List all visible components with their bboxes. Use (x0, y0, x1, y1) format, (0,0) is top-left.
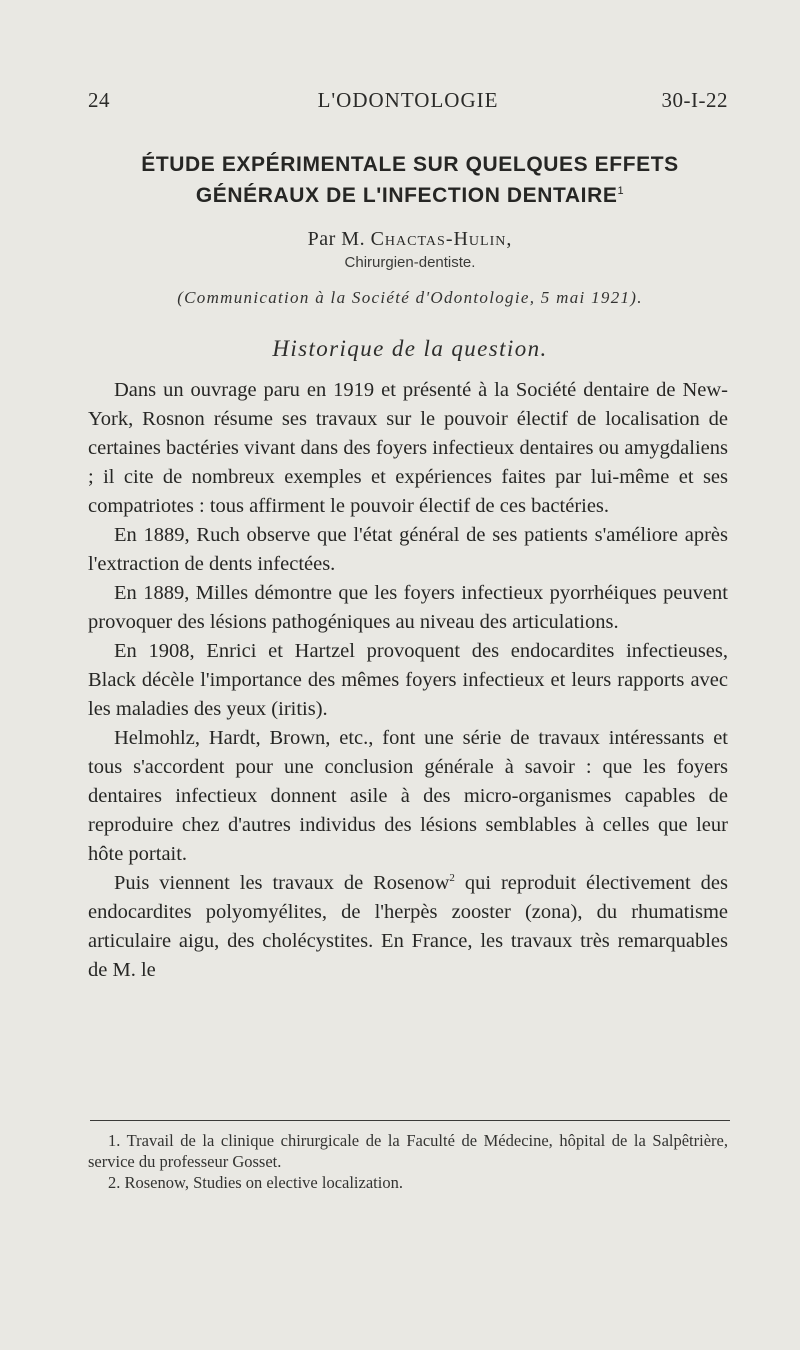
author-name: Chactas-Hulin, (370, 228, 513, 250)
title-line-1: ÉTUDE EXPÉRIMENTALE SUR QUELQUES EFFETS (141, 153, 679, 176)
footnote-2: 2. Rosenow, Studies on elective localization. (108, 1173, 403, 1192)
section-heading: Historique de la question. (272, 336, 548, 361)
paragraph: Dans un ouvrage paru en 1919 et présenté à la Société dentaire de New-York, Rosnon résume ses travaux sur le pouvoir électif de localisation de certaines bactéries vivant dans des foyers infectieux dentaires ou amygdaliens ; il cite de nombreux exemples et expériences faites par lui-même et ses compatriotes : tous affirment le pouvoir électif de ces bactéries. (88, 379, 728, 517)
running-header (88, 88, 728, 116)
title-line-2-text: GÉNÉRAUX DE L'INFECTION DENTAIRE (195, 184, 618, 207)
byline (90, 228, 730, 251)
paragraph: Helmohlz, Hardt, Brown, etc., font une série de travaux intéressants et tous s'accordent pour une conclusion générale à savoir : que les foyers dentaires infectieux donnent asile à des micro-organismes capables de reproduire chez d'autres individus des lésions semblables à celles que leur hôte portait. (88, 727, 728, 865)
paragraph: En 1908, Enrici et Hartzel provoquent des endocardites infectieuses, Black décèle l'importance des mêmes foyers infectieux et leurs rapports avec les maladies des yeux (iritis). (88, 640, 728, 720)
author-role: Chirurgien-dentiste. (344, 254, 476, 271)
footnote-1: 1. Travail de la clinique chirurgicale de la Faculté de Médecine, hôpital de la Salpêtrière, service du professeur Gosset. (88, 1131, 728, 1171)
title-footnote-mark: 1 (617, 185, 625, 197)
issue-date: 30-I-22 (661, 88, 728, 112)
paragraph-text: Puis viennent les travaux de Rosenow (114, 872, 450, 894)
footnote-mark: 2 (449, 872, 455, 885)
paragraph: En 1889, Ruch observe que l'état général de ses patients s'améliore après l'extraction de dents infectées. (88, 524, 728, 575)
byline-prefix: Par M. (307, 228, 366, 250)
footnotes (88, 1130, 728, 1193)
communication-note: (Communication à la Société d'Odontologie, 5 mai 1921). (177, 288, 643, 307)
paragraph-text: qui reproduit électivement des endocardites polyomyélites, de l'herpès zooster (zona), du rhumatisme articulaire aigu, des cholécystites. En France, les travaux très remarquables de M. le (88, 872, 728, 981)
article-body (88, 376, 728, 985)
article-title (90, 152, 730, 209)
footnote-rule (90, 1120, 730, 1121)
journal-name: L'ODONTOLOGIE (317, 88, 499, 112)
title-line-2 (90, 178, 730, 209)
paragraph (88, 869, 728, 985)
page-number: 24 (88, 88, 110, 112)
paragraph: En 1889, Milles démontre que les foyers infectieux pyorrhéiques peuvent provoquer des lésions pathogéniques au niveau des articulations. (88, 582, 728, 633)
